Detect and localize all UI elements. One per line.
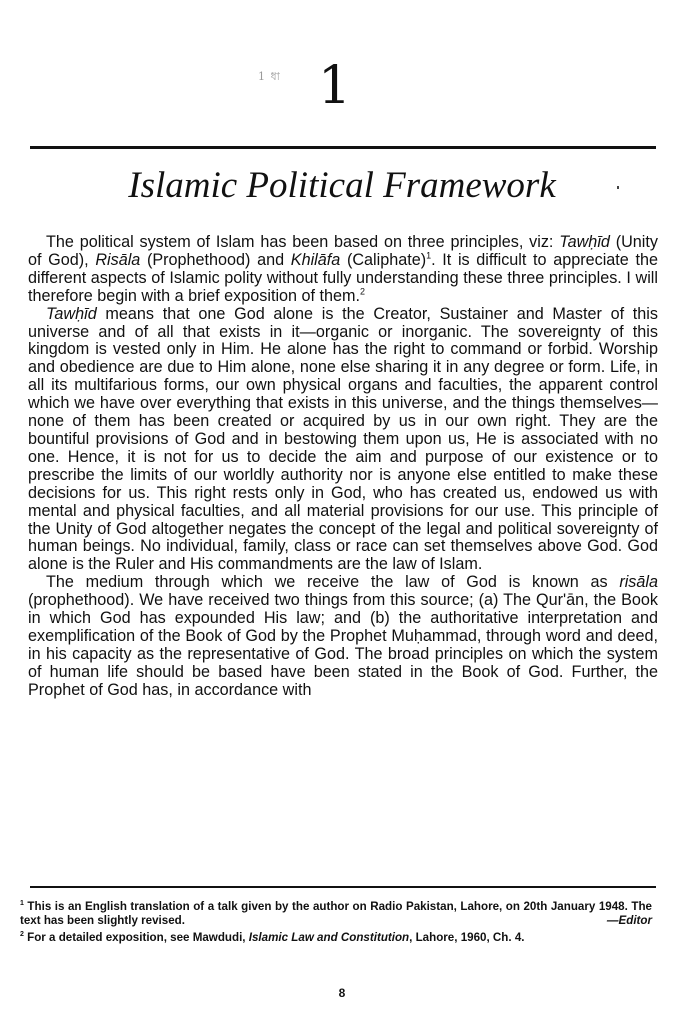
scan-speck <box>617 186 619 189</box>
footnote-rule <box>30 886 656 888</box>
p1-text-e: . It is difficult to appreciate the different aspects of Islamic polity without fully understanding these three principles. I will therefore begin with a brief exposition of them. <box>28 250 658 305</box>
p1-text-c: (Prophethood) and <box>140 250 291 269</box>
header-rule <box>30 146 656 149</box>
chapter-number: 1 <box>318 56 352 116</box>
footnote-2 <box>20 931 652 945</box>
p2-text: means that one God alone is the Creator, Sustainer and Master of this universe and of all that exists in it—organic or inorganic. The sovereignty of this kingdom is vested only in Him. He alone has the right to command or forbid. Worship and obedience are due to Him alone, none else sharing it in any degree or form. Life, in all its multifarious forms, our own physical organs and faculties, the apparent control which we have over everything that exists in this universe, and the things themselves—none of them has been created or acquired by us in our own right. They are the bountiful provisions of God and in bestowing them upon us, He is associated with no one. Hence, it is not for us to decide the aim and purpose of our existence or to prescribe the limits of our worldly authority nor is anyone else entitled to make these decisions for us. This right rests only in God, who has created us, endowed us with mental and physical faculties, and all material provisions for our use. This principle of the Unity of God altogether negates the concept of the legal and political sovereignty of human beings. No individual, family, class or race can set themselves above God. God alone is the Ruler and His commandments are the law of Islam. <box>28 304 658 574</box>
term-khilafa: Khilāfa <box>290 250 341 269</box>
p3-text-a: The medium through which we receive the law of God is known as <box>46 573 620 592</box>
footnote-1-editor: —Editor <box>606 914 652 927</box>
footnote-ref-2: 2 <box>360 286 366 297</box>
footnote-2-text-b: , Lahore, 1960, Ch. 4. <box>409 931 525 944</box>
p1-text-a: The political system of Islam has been based on three principles, viz: <box>46 233 560 251</box>
paragraph-3 <box>28 574 658 699</box>
term-tawhid: Tawḥīd <box>559 233 610 251</box>
term-tawhid-2: Tawḥīd <box>46 304 97 323</box>
chapter-title: Islamic Political Framework <box>128 165 556 206</box>
p3-text-b: (prophethood). We have received two things from this source; (a) The Qur'ān, the Book in which God has expounded His law; and (b) the authoritative interpretation and exemplification of the Book of God by the Prophet Muḥammad, through word and deed, in his capacity as the representative of God. The broad principles on which the system of human life should be based have been stated in the Book of God. Further, the Prophet of God has, in accordance with <box>28 591 658 699</box>
footnote-2-number: 2 <box>20 931 24 939</box>
term-risala: Risāla <box>95 250 141 269</box>
page-number: 8 <box>338 986 346 1000</box>
term-risala-2: risāla <box>619 573 658 592</box>
paragraph-1 <box>28 234 658 306</box>
footnote-2-text-a: For a detailed exposition, see Mawdudi, <box>23 931 249 944</box>
p1-text-d: (Caliphate) <box>340 250 427 269</box>
footnote-1 <box>20 900 652 928</box>
footnotes <box>20 900 652 948</box>
faint-library-mark: 1 ধা <box>258 70 281 83</box>
p1-text-b: (Unity of God), <box>28 233 658 269</box>
footnote-1-number: 1 <box>20 900 24 908</box>
footnote-ref-1: 1 <box>426 250 432 261</box>
paragraph-2 <box>28 306 658 575</box>
footnote-1-text: This is an English translation of a talk given by the author on Radio Pakistan, Lahore, on 20th January 1948. The text has been slightly revised. <box>20 900 652 927</box>
body-text <box>28 234 658 700</box>
footnote-2-book-title: Islamic Law and Constitution <box>248 931 410 944</box>
